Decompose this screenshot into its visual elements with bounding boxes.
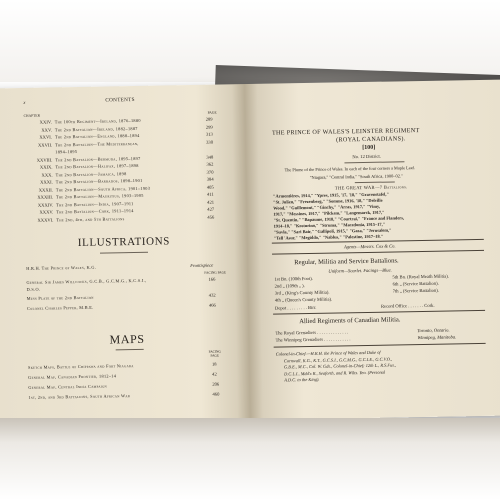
honours-line: "St. Quentin," "Bapaume, 1918," "Courtrai," "France and Flanders,	[273, 215, 405, 223]
toc-chapter: XXXIV.	[37, 201, 54, 208]
toc-chapter: XXIV.	[39, 119, 52, 125]
allied-regiment: The Winnipeg Grenadiers . . . . . . . . . . . .	[275, 336, 351, 343]
toc-page: 405	[206, 184, 214, 190]
toc-chapter: XXVI.	[39, 134, 53, 140]
divider	[272, 250, 484, 255]
regiment-title: THE PRINCE OF WALES'S LEINSTER REGIMENT	[271, 127, 420, 137]
illustration-title: H.R.H. The Prince of Wales, K.G.	[26, 264, 97, 271]
toc-chapter: XXXIII.	[37, 194, 54, 200]
record-office: Record Office . . . . . . . Cork.	[380, 302, 435, 309]
toc-page: 299	[205, 124, 213, 130]
honours-line: "Tell 'Asur," "Megiddo," "Nablus," "Palestine, 1917–18."	[273, 233, 384, 241]
toc-title: The 2nd Battalion—Cork, 1911–1914	[56, 208, 134, 215]
toc-page: 456	[207, 214, 215, 220]
right-page	[253, 80, 500, 420]
battalion-entry: 3rd „ (King's County Militia).	[274, 289, 330, 296]
toc-chapter: XXXV.	[39, 209, 54, 215]
map-title: General Map, Central India Campaign	[28, 383, 108, 390]
illustration-page: 166	[208, 276, 216, 282]
page-number: x	[23, 99, 26, 105]
illustration-page: 432	[208, 292, 216, 298]
illustration-page: FACING PAGE	[204, 270, 227, 275]
toc-title: The 2nd Battalion—Ireland, 1882–1887	[54, 125, 138, 132]
toc-title: The 2nd Battalion—Mauritius, 1903–1905	[55, 192, 144, 200]
table-surface	[0, 418, 500, 500]
divider	[100, 252, 148, 254]
toc-title: 1894–1895	[55, 148, 78, 155]
page-col-label: PAGE	[207, 110, 217, 115]
toc-title: The 2nd Battalion—Halifax, 1897–1898	[55, 162, 139, 170]
colonel-line: A.D.C. to the King).	[284, 376, 320, 383]
allied-regiments-heading: Allied Regiments of Canadian Militia.	[299, 316, 401, 326]
toc-page: 348	[206, 154, 214, 160]
toc-page: 362	[206, 161, 214, 167]
toc-title: The 2nd Battalion—South Africa, 1901–1903	[55, 185, 151, 192]
toc-title: The 2nd Battalion—India, 1907–1911	[56, 200, 134, 207]
toc-chapter: XXXI.	[40, 179, 53, 185]
toc-page: 330	[206, 139, 214, 145]
toc-page: 427	[207, 206, 215, 212]
honours-line: "Suvla," "Sari Bair," "Gallipoli, 1915," "Gaza," "Jerusalem,"	[273, 227, 392, 235]
toc-page: 370	[206, 169, 214, 175]
uniform: Uniform—Scarlet. Facings—Blue.	[328, 267, 392, 274]
illustration-title: General Sir James Willcocks, G.C.B., G.C.M.G., K.C.S.I.,	[26, 277, 147, 285]
district: No. 12 District.	[352, 153, 381, 160]
toc-chapter: XXVII.	[37, 141, 53, 148]
toc-title: The 2nd Battalion—Barbados, 1898–1901	[55, 177, 143, 185]
map-title: Sketch Maps, Battle of Chippawa and Fort Niagara	[27, 363, 134, 370]
agents: Agents—Messrs. Cox & Co.	[343, 243, 396, 250]
battle-honours-early: "Niagara," "Central India," "South Africa, 1900–02."	[309, 173, 403, 180]
regular-battalions-heading: Regular, Militia and Service Battalions.	[294, 257, 399, 267]
toc-page: 289	[205, 116, 213, 122]
toc-chapter: XXX.	[41, 171, 53, 178]
depot: Depot . . . . . . . . . Birr.	[274, 304, 317, 311]
divider	[273, 310, 485, 315]
battalion-entry: 7th „ (Service Battalion).	[392, 287, 439, 294]
toc-title: The 2nd Battalion—England, 1888–1894	[54, 132, 140, 140]
divider	[344, 161, 404, 163]
toc-chapter: XXXII.	[38, 186, 53, 193]
toc-chapter: XXIX.	[39, 164, 53, 170]
contents-header: CONTENTS	[105, 96, 135, 104]
map-title: 1st, 2nd, and 3rd Battalions, South African War	[28, 393, 131, 400]
regiment-number: [100]	[362, 144, 376, 152]
open-book	[0, 80, 500, 425]
great-war-heading: THE GREAT WAR—7 Battalions.	[334, 184, 408, 191]
battalion-entry: 2nd „ (109th „ ).	[274, 283, 305, 289]
honours-line: 1914–18," "Kosturino," "Struma," "Macedonia, 1915–17,"	[273, 221, 386, 229]
allied-place: Toronto, Ontario.	[417, 327, 450, 334]
toc-title: The 100th Regiment—Ireland, 1876–1880	[54, 117, 141, 125]
battalion-entry: 6th „ (Service Battalion).	[392, 280, 439, 287]
toc-page: 411	[206, 191, 214, 197]
toc-chapter: XXV.	[41, 126, 52, 133]
illustration-page: 466	[208, 302, 216, 308]
toc-page: 313	[205, 131, 213, 137]
map-page: 18	[211, 361, 217, 367]
colonel-line: D.C.L.I., Mdd'x R., Seaforth, and R. Wilts. Yeo. (Personal	[284, 369, 386, 376]
honours-line: Wood," "Guillemont," "Ginchy," "Arras, 1917," "Vimy,	[273, 203, 381, 211]
honours-line: "St. Julien," "Frezenberg," "Somme, 1916, '18," "Delville	[273, 197, 383, 205]
battalion-entry: 5th Bn. (Royal Meath Militia).	[392, 273, 449, 280]
left-page	[5, 84, 243, 424]
allied-regiment: The Royal Grenadiers . . . . . . . . . . . . . .	[275, 329, 349, 336]
toc-chapter: XXXVI.	[37, 216, 54, 223]
colonel-line: Colonel-in-Chief.—H.R.H. the Prince of Wales and Duke of	[275, 349, 381, 357]
divider	[274, 343, 486, 348]
map-page: 460	[212, 391, 220, 397]
battalion-entry: 1st Bn. (100th Foot).	[274, 275, 313, 282]
toc-title: The 2nd Battalion—Jamaica, 1898	[55, 170, 127, 177]
divider	[116, 349, 144, 350]
regiment-subtitle: (ROYAL CANADIANS).	[335, 135, 406, 144]
illustration-title: Mess Plate of the 2nd Battalion	[26, 294, 94, 301]
illustration-title: Colonel Charles Pepper, M.B.E.	[26, 304, 94, 311]
toc-title: The 2nd Battalion—The Mediterranean,	[55, 140, 139, 147]
honours-line: 1917," "Messines, 1917," "Pilckem," "Langemarck, 1917,"	[273, 209, 385, 217]
allied-place: Winnipeg, Manitoba.	[417, 334, 457, 341]
illustrations-heading: ILLUSTRATIONS	[77, 235, 171, 250]
chapter-col-label: CHAPTER	[23, 113, 40, 118]
map-page: 206	[212, 381, 220, 387]
divider	[355, 181, 395, 183]
toc-page: 421	[207, 199, 215, 205]
toc-title: The 2nd Battalion—Bermuda, 1895–1897	[55, 155, 141, 162]
illustration-page: Frontispiece	[190, 262, 214, 269]
honours-line: "Armentières, 1914," "Ypres, 1915, '17, '18," "Gravenstafel,"	[272, 191, 389, 199]
map-page: 42	[212, 371, 217, 377]
toc-chapter: XXVIII.	[36, 156, 53, 163]
toc-title: The 2nd, 4th, and 5th Battalions	[56, 215, 125, 222]
colonel-line: G.B.E., M.C., Col. W. Gds., Colonel-in-Chief; 12th L., R.S.Fus.,	[283, 362, 397, 370]
battalion-entry: 4th „ (Queen's County Militia).	[274, 296, 333, 303]
map-title: General Map, Canadian Frontier, 1812–14	[28, 373, 117, 380]
illustration-title: D.S.O.	[26, 286, 41, 292]
toc-page: 384	[206, 176, 214, 182]
maps-heading: MAPS	[109, 331, 145, 347]
colonel-line: Cornwall, K.G., K.T., G.C.S.I., G.C.M.G., G.C.I.E., G.C.V.O.,	[283, 356, 393, 363]
badge-description: The Plume of the Prince of Wales. In each of the four corners a Maple Leaf.	[284, 165, 416, 173]
maps-facing-label: FACING PAGE	[208, 349, 221, 358]
